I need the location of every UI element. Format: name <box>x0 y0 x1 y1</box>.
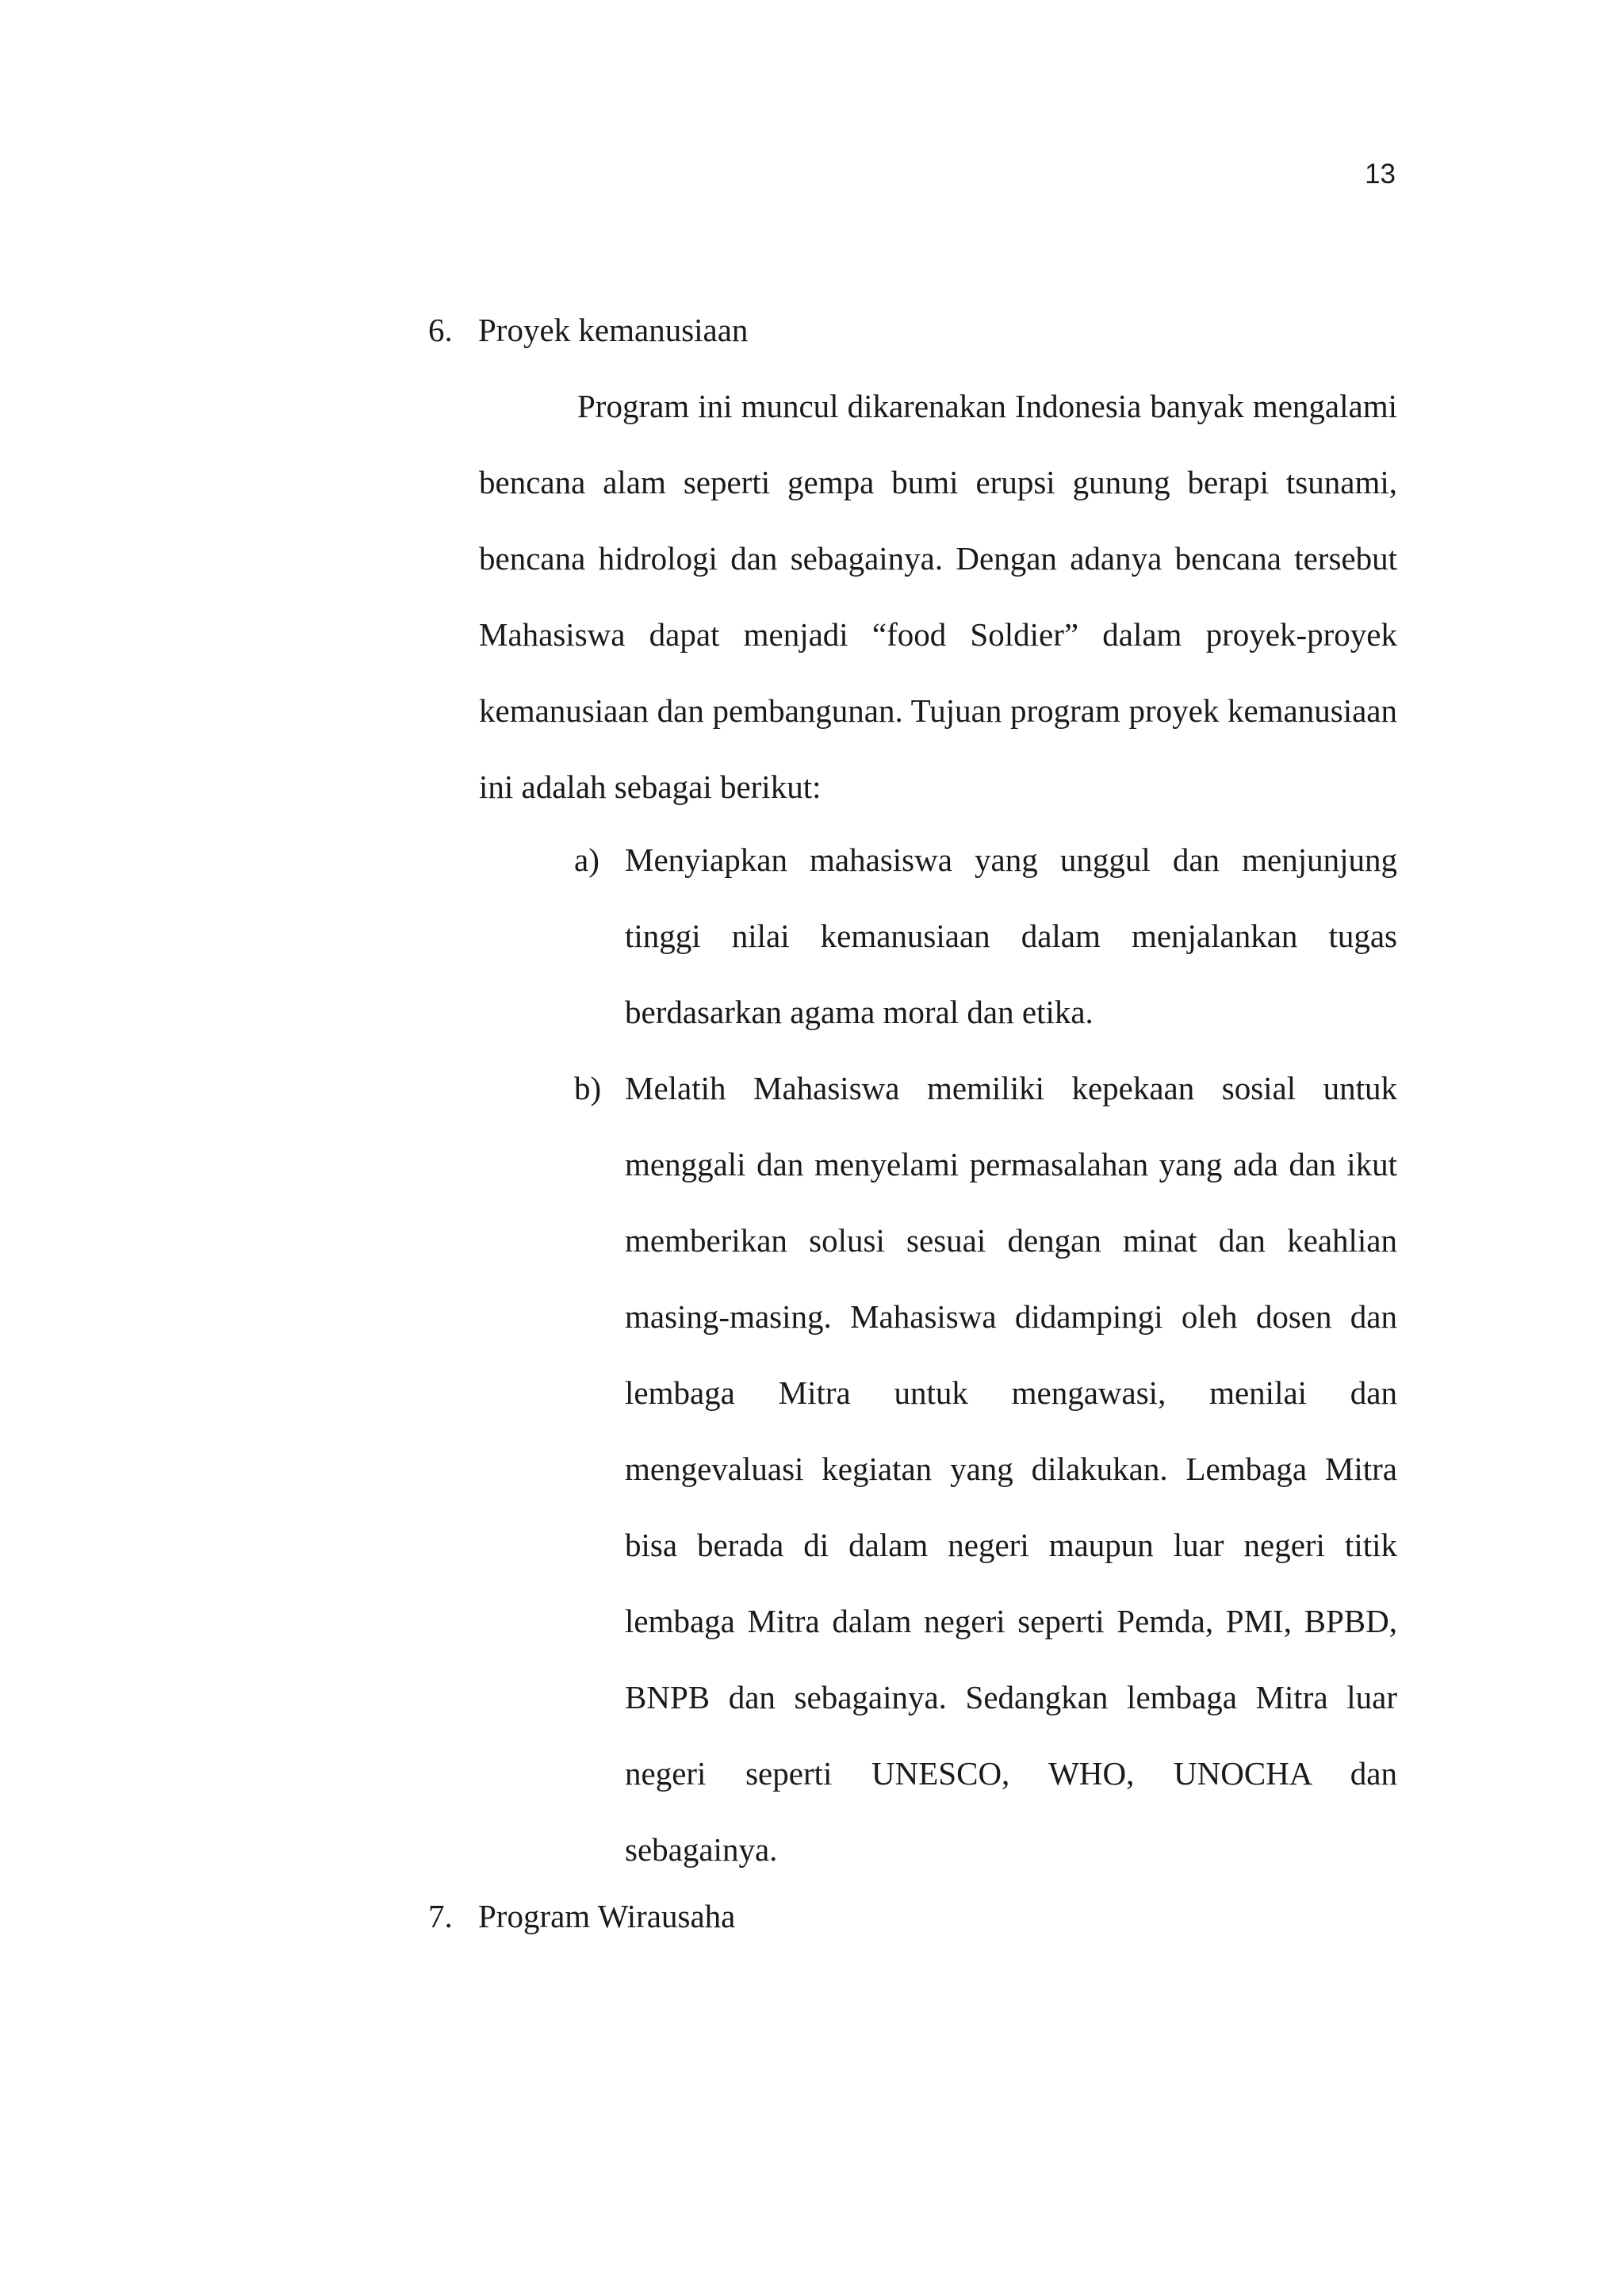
list-item-line: BNPB dan sebagainya. Sedangkan lembaga Mitra luar <box>625 1679 1397 1715</box>
paragraph-line: bencana alam seperti gempa bumi erupsi gunung berapi tsunami, <box>479 464 1397 500</box>
list-item-line: lembaga Mitra dalam negeri seperti Pemda, PMI, BPBD, <box>625 1603 1397 1639</box>
list-item-line: tinggi nilai kemanusiaan dalam menjalankan tugas <box>625 918 1397 954</box>
section-number: 7. <box>428 1898 453 1934</box>
section-title: Program Wirausaha <box>478 1898 736 1934</box>
list-item <box>574 841 1397 1069</box>
paragraph-line: Mahasiswa dapat menjadi “food Soldier” dalam proyek-proyek <box>479 616 1397 653</box>
list-item-line: berdasarkan agama moral dan etika. <box>625 994 1094 1030</box>
list-item-line: negeri seperti UNESCO, WHO, UNOCHA dan <box>625 1755 1397 1792</box>
list-item-line: sebagainya. <box>625 1831 778 1868</box>
paragraph-line: ini adalah sebagai berikut: <box>479 769 822 805</box>
list-item-line: menggali dan menyelami permasalahan yang ada dan ikut <box>625 1146 1397 1182</box>
list-item-line: lembaga Mitra untuk mengawasi, menilai dan <box>625 1374 1397 1411</box>
list-item-line: masing-masing. Mahasiswa didampingi oleh dosen dan <box>625 1298 1397 1335</box>
list-item <box>574 1069 1397 1907</box>
list-marker: a) <box>574 841 599 878</box>
paragraph-line: kemanusiaan dan pembangunan. Tujuan program proyek kemanusiaan <box>479 692 1397 729</box>
section-6-heading <box>428 311 1397 349</box>
section-6-paragraph <box>479 387 1397 844</box>
list-item-line: Menyiapkan mahasiswa yang unggul dan menjunjung <box>625 841 1397 878</box>
objectives-list <box>574 841 1397 1907</box>
page-number: 13 <box>1365 159 1396 190</box>
list-marker: b) <box>574 1070 602 1106</box>
section-number: 6. <box>428 312 453 348</box>
list-item-line: memberikan solusi sesuai dengan minat dan keahlian <box>625 1222 1397 1259</box>
paragraph-line: bencana hidrologi dan sebagainya. Dengan adanya bencana tersebut <box>479 540 1397 577</box>
list-item-line: bisa berada di dalam negeri maupun luar negeri titik <box>625 1527 1397 1563</box>
section-7-heading <box>428 1897 1397 1935</box>
list-item-line: Melatih Mahasiswa memiliki kepekaan sosial untuk <box>625 1070 1397 1106</box>
list-item-line: mengevaluasi kegiatan yang dilakukan. Lembaga Mitra <box>625 1451 1397 1487</box>
paragraph-line: Program ini muncul dikarenakan Indonesia banyak mengalami <box>577 388 1397 424</box>
section-title: Proyek kemanusiaan <box>478 312 749 348</box>
